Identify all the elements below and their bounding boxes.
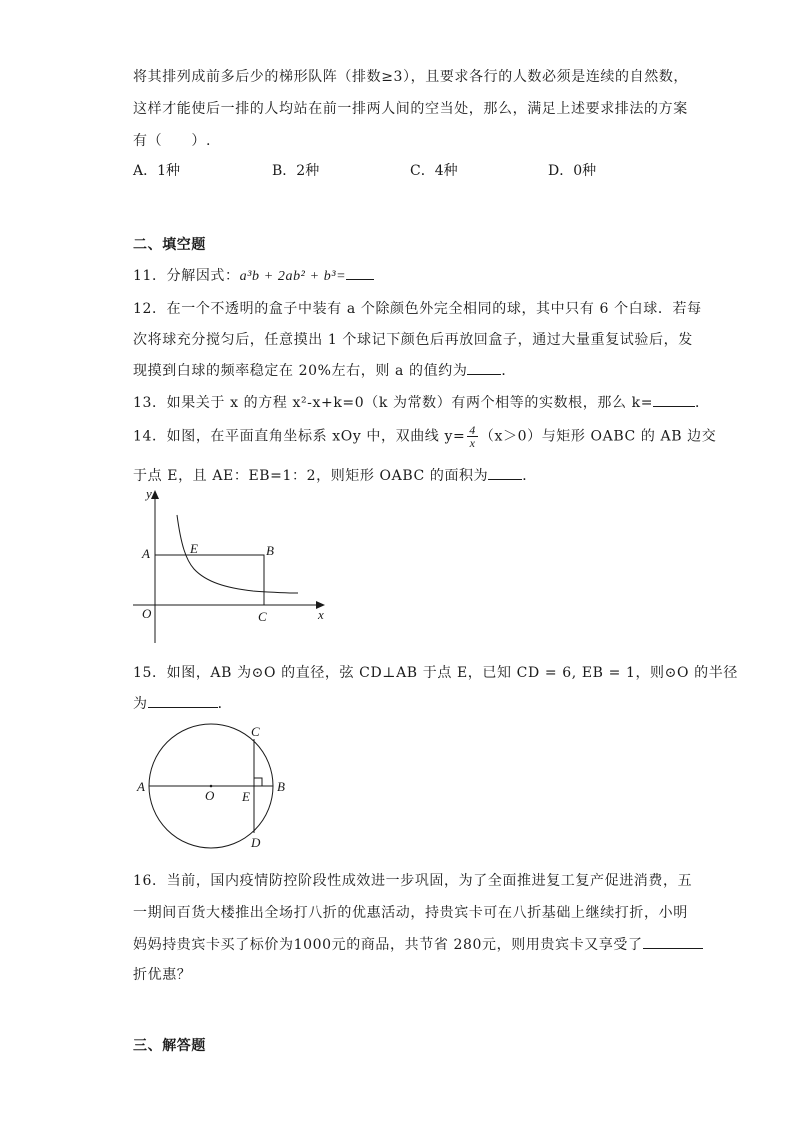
q15-answer-blank[interactable] <box>148 693 218 708</box>
q14-end: ． <box>522 468 537 484</box>
label-b: B <box>266 543 274 558</box>
q15-figure <box>130 720 295 855</box>
q11-prefix: 11．分解因式： <box>133 268 240 284</box>
q10-line-2: 这样才能使后一排的人均站在前一排两人间的空当处，那么，满足上述要求排法的方案 <box>133 101 688 117</box>
q11 <box>133 265 374 285</box>
q10-option-d: D．0种 <box>548 163 597 179</box>
q14-fraction <box>467 424 478 449</box>
q13-text: 13．如果关于 x 的方程 x²-x+k=0（k 为常数）有两个相等的实数根，那么 k= <box>133 395 654 411</box>
q12-line-1: 12．在一个不透明的盒子中装有 a 个除颜色外完全相同的球，其中只有 6 个白球．若每 <box>133 301 702 317</box>
q12-line-3 <box>133 360 516 380</box>
label-b: B <box>277 779 285 794</box>
right-angle-mark <box>254 778 262 786</box>
label-e: E <box>190 541 198 556</box>
q15-end: ． <box>217 696 233 712</box>
q12-line-2: 次将球充分搅匀后，任意摸出 1 个球记下颜色后再放回盒子，通过大量重复试验后，发 <box>133 332 693 348</box>
q15-line-2-text: 为 <box>133 696 148 712</box>
q14-fraction-numerator: 4 <box>469 423 476 437</box>
q16-answer-blank[interactable] <box>643 934 703 949</box>
q12-line-3-text: 现摸到白球的频率稳定在 20%左右，则 a 的值约为 <box>133 363 468 379</box>
q10-option-b: B．2种 <box>272 163 320 179</box>
q14-line-1 <box>133 424 716 449</box>
label-o: O <box>205 788 215 803</box>
q11-answer-blank[interactable] <box>346 265 374 280</box>
q11-expression: a³b + 2ab² + b³= <box>239 269 347 284</box>
q14-line-1-b: （x＞0）与矩形 OABC 的 AB 边交 <box>479 428 717 445</box>
q10-line-3: 有（ ）. <box>133 133 212 149</box>
label-y: y <box>146 486 152 501</box>
label-e: E <box>242 789 250 804</box>
center-point <box>210 785 213 788</box>
q10-option-c: C．4种 <box>410 163 458 179</box>
q13 <box>133 392 710 412</box>
q14-figure <box>128 485 333 645</box>
q14-answer-blank[interactable] <box>488 465 522 480</box>
q16-line-3-text: 妈妈持贵宾卡买了标价为1000元的商品，共节省 280元，则用贵宾卡又享受了 <box>133 937 643 953</box>
q14-line-2 <box>133 465 537 485</box>
label-c: C <box>258 609 267 624</box>
q14-fraction-denominator: x <box>469 436 476 450</box>
label-o: O <box>142 606 152 621</box>
q16-line-3 <box>133 934 703 954</box>
q14-line-1-a: 14．如图，在平面直角坐标系 xOy 中，双曲线 y= <box>133 428 466 445</box>
q15-line-1: 15．如图，AB 为⊙O 的直径，弦 CD⊥AB 于点 E，已知 CD = 6, EB = 1，则⊙O 的半径 <box>133 665 738 681</box>
section-2-title: 二、填空题 <box>133 237 206 253</box>
label-a: A <box>142 546 150 561</box>
label-a: A <box>137 779 145 794</box>
label-c: C <box>251 724 260 739</box>
label-d: D <box>251 835 261 850</box>
q14-line-2-text: 于点 E，且 AE：EB=1：2，则矩形 OABC 的面积为 <box>133 468 489 484</box>
q10-option-a: A．1种 <box>133 163 181 179</box>
y-axis-arrow <box>151 490 159 499</box>
q13-end: ． <box>695 395 710 411</box>
q15-line-2 <box>133 693 232 713</box>
section-3-title: 三、解答题 <box>133 1038 206 1054</box>
label-x: x <box>318 607 324 622</box>
q10-line-1: 将其排列成前多后少的梯形队阵（排数≥3），且要求各行的人数必须是连续的自然数， <box>133 69 689 85</box>
q13-answer-blank[interactable] <box>653 392 695 407</box>
q12-answer-blank[interactable] <box>467 360 501 375</box>
q16-line-4: 折优惠？ <box>133 967 192 983</box>
q16-line-1: 16．当前，国内疫情防控阶段性成效进一步巩固，为了全面推进复工复产促进消费，五 <box>133 873 693 889</box>
q16-line-2: 一期间百货大楼推出全场打八折的优惠活动，持贵宾卡可在八折基础上继续打折，小明 <box>133 905 688 921</box>
q12-end: ． <box>501 363 517 379</box>
